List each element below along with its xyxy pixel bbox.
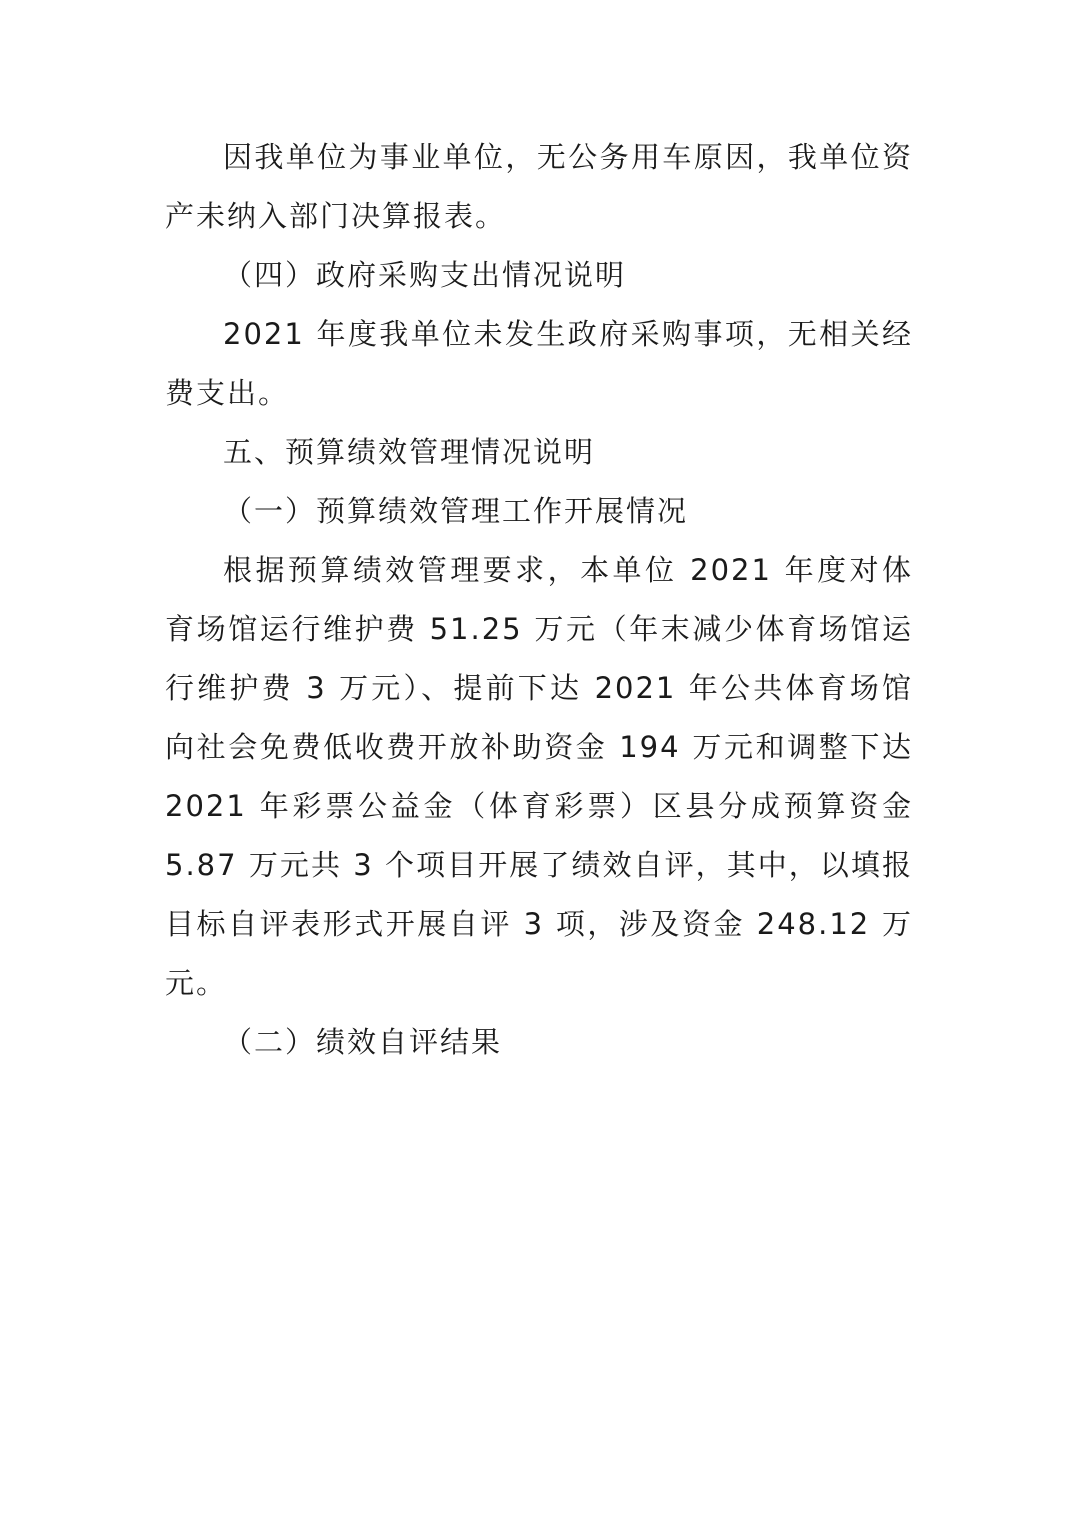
paragraph-performance-detail: 根据预算绩效管理要求，本单位 2021 年度对体育场馆运行维护费 51.25 万元（年末减少体育场馆运行维护费 3 万元）、提前下达 2021 年公共体育场馆向社会免费低收费开放补助资金 194 万元和调整下达 2021 年彩票公益金（体育彩票）区县分成预算资金 5.87 万元共 3 个项目开展了绩效自评，其中，以填报目标自评表形式开展自评 3 项，涉及资金 248.12 万元。 <box>165 553 913 1000</box>
paragraph-asset-note: 因我单位为事业单位，无公务用车原因，我单位资产未纳入部门决算报表。 <box>165 140 913 233</box>
heading-procurement: （四）政府采购支出情况说明 <box>223 258 627 292</box>
heading-self-evaluation-result: （二）绩效自评结果 <box>223 1025 503 1059</box>
document-body <box>165 128 913 1072</box>
heading-performance-work: （一）预算绩效管理工作开展情况 <box>223 494 689 528</box>
heading-performance-management: 五、预算绩效管理情况说明 <box>223 435 596 469</box>
paragraph-procurement-note: 2021 年度我单位未发生政府采购事项，无相关经费支出。 <box>165 317 913 410</box>
